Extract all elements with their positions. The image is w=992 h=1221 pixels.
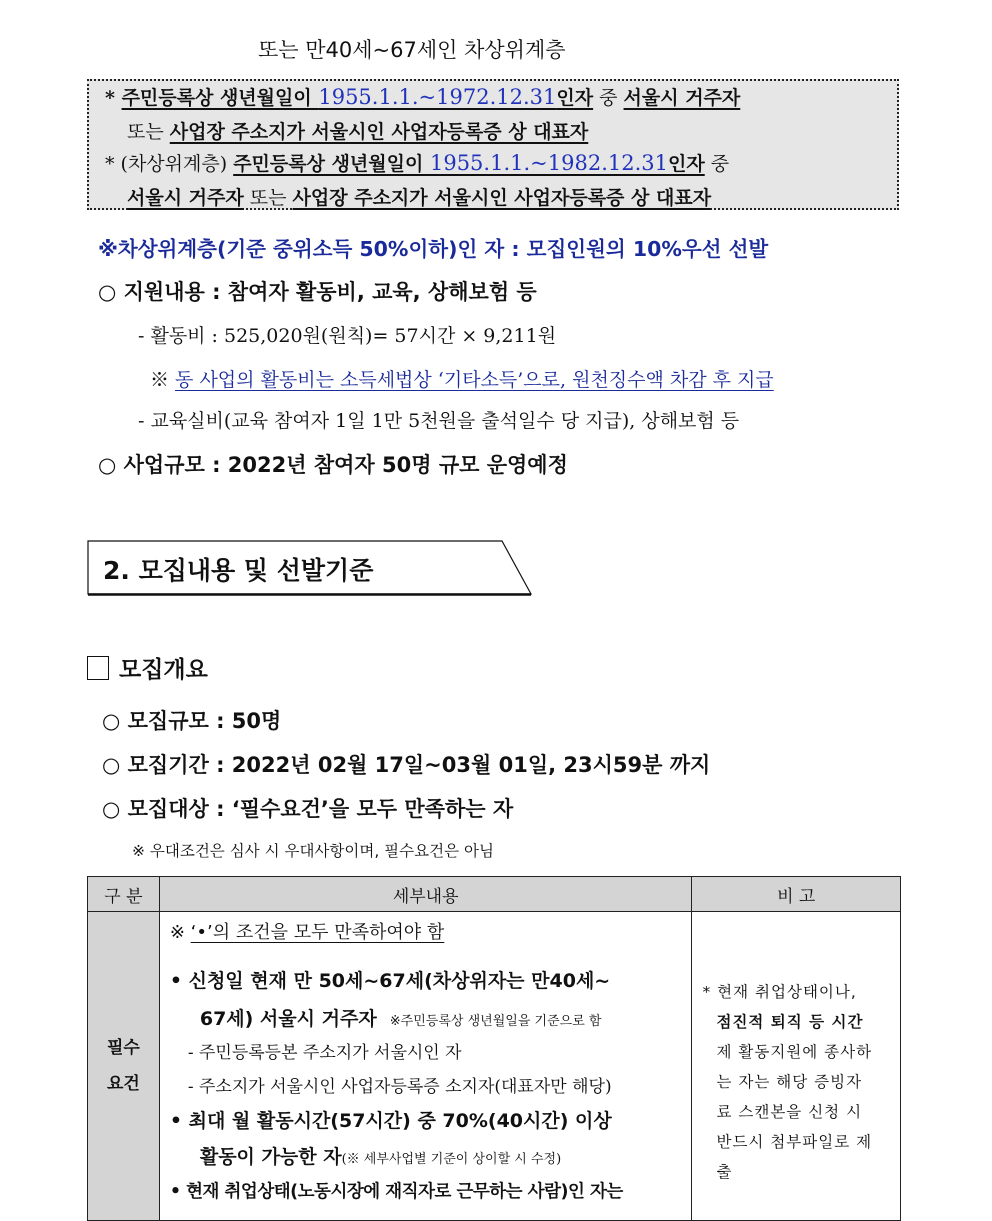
note-text: 인자 [668,153,705,175]
checkbox-icon [87,656,109,680]
section-heading [87,540,533,596]
note-line-4 [127,183,711,210]
detail-intro [170,918,444,944]
note-line-3 [105,149,729,176]
business-scale: ○ 사업규모 : 2022년 참여자 50명 규모 운영예정 [98,453,568,477]
detail-cell [159,912,692,1221]
note-underline [233,153,705,175]
bullet-activity-cont [200,1142,561,1169]
eligibility-continuation: 또는 만40세~67세인 차상위계층 [258,38,566,62]
intro-text: ‘•’의 조건을 모두 만족하여야 함 [190,922,445,943]
priority-selection-note: ※차상위계층(기준 중위소득 50%이하)인 자 : 모집인원의 10%우선 선발 [98,237,769,261]
category-label: 요건 [106,1074,140,1094]
bullet-employment: • 현재 취업상태(노동시장에 재직자로 근무하는 사람)인 자는 [169,1182,623,1202]
remark-line: 제 활동지원에 종사하 [716,1043,873,1061]
birth-date-range: 1955.1.1.~1972.12.31 [318,85,557,109]
requirements-table [87,876,901,1221]
sub-resident: - 주민등록등본 주소지가 서울시인 자 [187,1043,462,1063]
age-residence-text: 67세) 서울시 거주자 [199,1008,377,1030]
category-cell [88,912,160,1221]
note-text: 중 [593,87,624,109]
remark-line: 출 [716,1163,733,1181]
recruit-target: ○ 모집대상 : ‘필수요건’을 모두 만족하는 자 [102,797,514,821]
birth-date-range: 1955.1.1.~1982.12.31 [429,151,668,175]
recruit-size: ○ 모집규모 : 50명 [102,709,282,733]
asterisk: * [105,87,122,109]
note-text: 주민등록상 생년월일이 [233,153,430,175]
note-text: 또는 [243,187,293,209]
note-text: 인자 [556,87,594,109]
note-underline: 서울시 거주자 [623,87,741,109]
activity-note: (※ 세부사업별 기준이 상이할 시 수정) [341,1152,562,1167]
support-item-activity-fee: - 활동비 : 525,020원(원칙)= 57시간 × 9,211원 [138,325,557,347]
recruit-period: ○ 모집기간 : 2022년 02월 17일~03월 01일, 23시59분 까지 [102,753,711,777]
note-text: * (차상위계층) [105,153,234,175]
header-detail: 세부내용 [159,877,692,912]
note-text: 또는 [127,121,170,143]
note-text: 중 [704,153,730,175]
preference-note: ※ 우대조건은 심사 시 우대사항이며, 필수요건은 아님 [132,842,494,860]
reference-mark: ※ [150,369,176,391]
bullet-activity-hours: • 최대 월 활동시간(57시간) 중 70%(40시간) 이상 [169,1110,612,1132]
table-row [88,912,901,1221]
remark-line: 료 스캔본을 신청 시 [716,1103,863,1121]
sub-business-owner: - 주소지가 서울시인 사업자등록증 소지자(대표자만 해당) [187,1077,612,1097]
activity-text: 활동이 가능한 자 [199,1146,342,1168]
remark-line: * 현재 취업상태이나, [702,983,857,1001]
support-title: ○ 지원내용 : 참여자 활동비, 교육, 상해보험 등 [98,280,537,304]
header-remark: 비 고 [692,877,901,912]
note-underline: 서울시 거주자 [127,187,244,209]
note-underline [122,87,594,109]
category-label: 필수 [106,1038,140,1058]
note-text: 주민등록상 생년월일이 [121,87,319,109]
overview-heading [87,651,208,684]
support-item-education: - 교육실비(교육 참여자 1일 1만 5천원을 출석일수 당 지급), 상해보험 등 [138,410,740,432]
remark-line: 는 자는 해당 증빙자 [716,1073,863,1091]
note-line-1 [105,83,740,110]
overview-title: 모집개요 [119,657,208,683]
eligibility-note-box [87,79,899,210]
remark-line: 점진적 퇴직 등 시간 [716,1013,864,1031]
table-header-row [88,877,901,912]
tax-note-text: 동 사업의 활동비는 소득세법상 ‘기타소득’으로, 원천징수액 차감 후 지급 [175,369,774,391]
birthdate-note: ※주민등록상 생년월일을 기준으로 함 [389,1014,602,1029]
support-tax-note [150,365,774,392]
bullet-age-cont [200,1004,602,1031]
note-line-2 [127,117,588,144]
bullet-age: • 신청일 현재 만 50세~67세(차상위자는 만40세~ [169,970,611,992]
section-title: 2. 모집내용 및 선발기준 [103,556,374,585]
remark-line: 반드시 첨부파일로 제 [716,1133,873,1151]
note-underline: 사업장 주소지가 서울시인 사업자등록증 상 대표자 [169,121,589,143]
header-category: 구 분 [88,877,160,912]
note-underline: 사업장 주소지가 서울시인 사업자등록증 상 대표자 [292,187,712,209]
remark-cell [692,912,901,1221]
reference-mark: ※ [169,922,191,943]
